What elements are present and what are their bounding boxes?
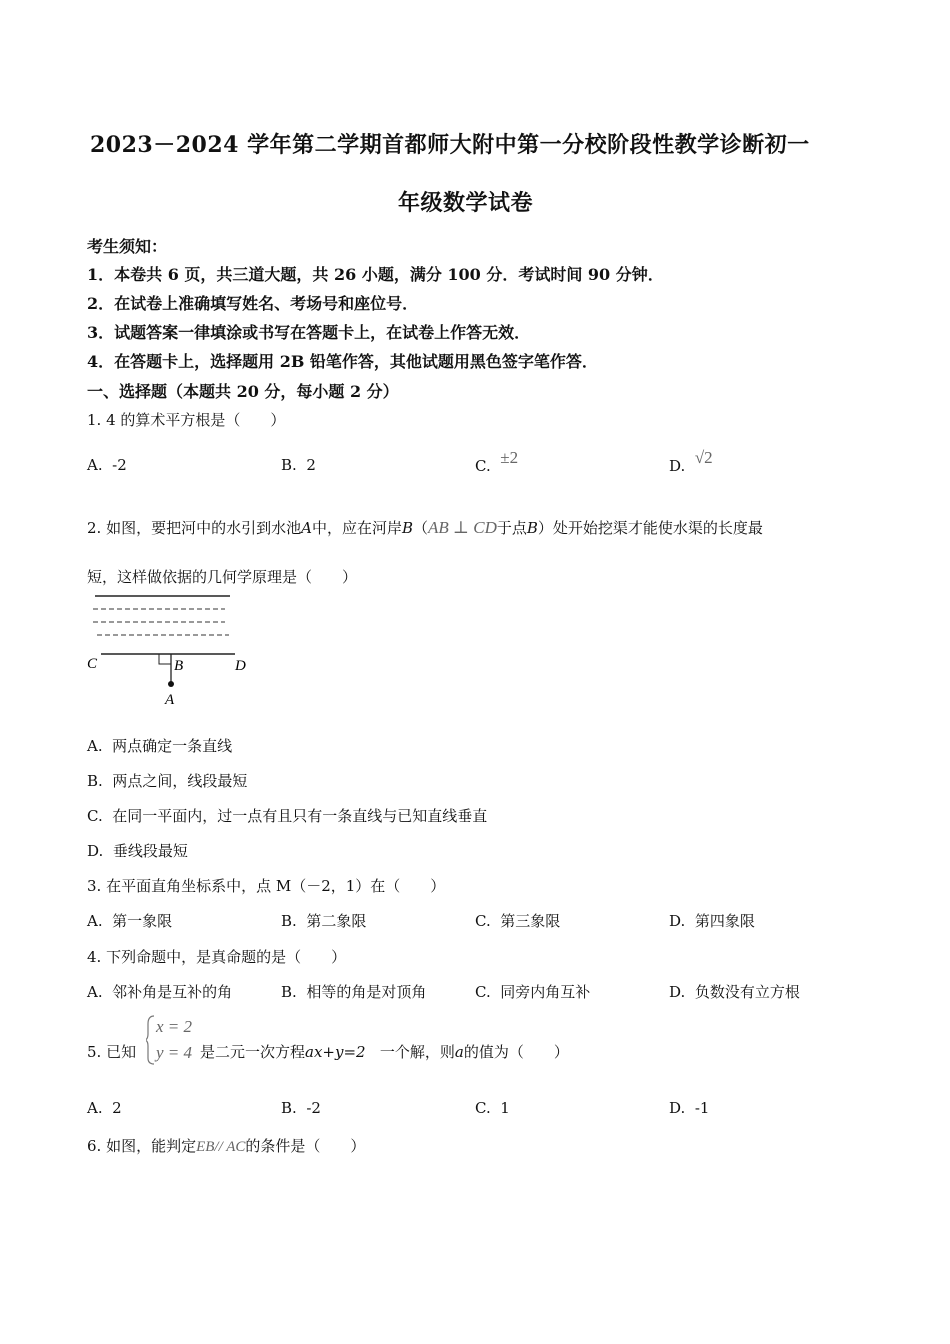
q3-option-b: B. 第二象限 (281, 912, 367, 930)
q2-stem-line-2: 短，这样做依据的几何学原理是（ ） (87, 568, 358, 586)
section-heading: 一、选择题（本题共 20 分，每小题 2 分） (87, 382, 399, 401)
q4-option-a: A. 邻补角是互补的角 (87, 983, 233, 1001)
title-line-1: 2023－2024 学年第二学期首都师大附中第一分校阶段性教学诊断初一 (90, 132, 810, 158)
q3-option-c: C. 第三象限 (475, 912, 561, 930)
notice-item-4: 4．在答题卡上，选择题用 2B 铅笔作答，其他试题用黑色签字笔作答． (87, 352, 598, 371)
point-d-label: D (235, 658, 246, 674)
q2-option-a: A. 两点确定一条直线 (87, 737, 233, 755)
q1-option-c: C. ±2 (475, 448, 519, 475)
notice-item-3: 3．试题答案一律填涂或书写在答题卡上，在试卷上作答无效． (87, 323, 531, 342)
q4-option-c: C. 同旁内角互补 (475, 983, 591, 1001)
q6-stem: 6. 如图，能判定EB// AC的条件是（ ） (87, 1137, 366, 1155)
q3-stem: 3. 在平面直角坐标系中，点 M（－2，1）在（ ） (87, 877, 446, 895)
q5-option-b: B. -2 (281, 1099, 321, 1117)
q1-option-a: A. -2 (87, 456, 127, 474)
q3-option-a: A. 第一象限 (87, 912, 173, 930)
notice-item-2: 2．在试卷上准确填写姓名、考场号和座位号． (87, 294, 419, 313)
q1-option-b: B. 2 (281, 456, 316, 474)
q4-option-d: D. 负数没有立方根 (669, 983, 800, 1001)
q5-option-d: D. -1 (669, 1099, 710, 1117)
q5-equation: ax+y=2 (305, 1043, 366, 1061)
q2-option-b: B. 两点之间，线段最短 (87, 772, 248, 790)
q5-eq1: x = 2 (156, 1017, 193, 1036)
q5-eq2: y = 4 (156, 1043, 193, 1062)
q4-option-b: B. 相等的角是对顶角 (281, 983, 427, 1001)
q6-math: EB// AC (196, 1139, 246, 1155)
q5-option-a: A. 2 (87, 1099, 122, 1117)
point-c-label: C (87, 656, 98, 672)
q5-stem-prefix: 5. 已知 (87, 1043, 137, 1061)
q5-stem-rest: 是二元一次方程ax+y=2 一个解，则a的值为（ ） (200, 1043, 569, 1061)
q2-math-perp: AB ⊥ CD (428, 518, 497, 537)
point-a-label: A (165, 692, 175, 708)
title-line-2: 年级数学试卷 (398, 190, 534, 216)
q1-option-d: D. √2 (669, 448, 713, 475)
notice-heading: 考生须知： (87, 237, 168, 256)
q2-stem-line-1: 2. 如图，要把河中的水引到水池A中，应在河岸B（AB ⊥ CD于点B）处开始挖渠才能使水渠的长度最 (87, 518, 763, 537)
q2-option-c: C. 在同一平面内，过一点有且只有一条直线与已知直线垂直 (87, 807, 488, 825)
q1-stem: 1. 4 的算术平方根是（ ） (87, 411, 286, 429)
q5-option-c: C. 1 (475, 1099, 510, 1117)
notice-item-1: 1．本卷共 6 页，共三道大题，共 26 小题，满分 100 分．考试时间 90 分钟． (87, 265, 664, 284)
q3-option-d: D. 第四象限 (669, 912, 755, 930)
q2-option-d: D. 垂线段最短 (87, 842, 188, 860)
point-b-label: B (174, 658, 184, 674)
q2-river-diagram (85, 592, 265, 712)
q4-stem: 4. 下列命题中，是真命题的是（ ） (87, 948, 347, 966)
q5-equation-system (146, 1012, 206, 1068)
